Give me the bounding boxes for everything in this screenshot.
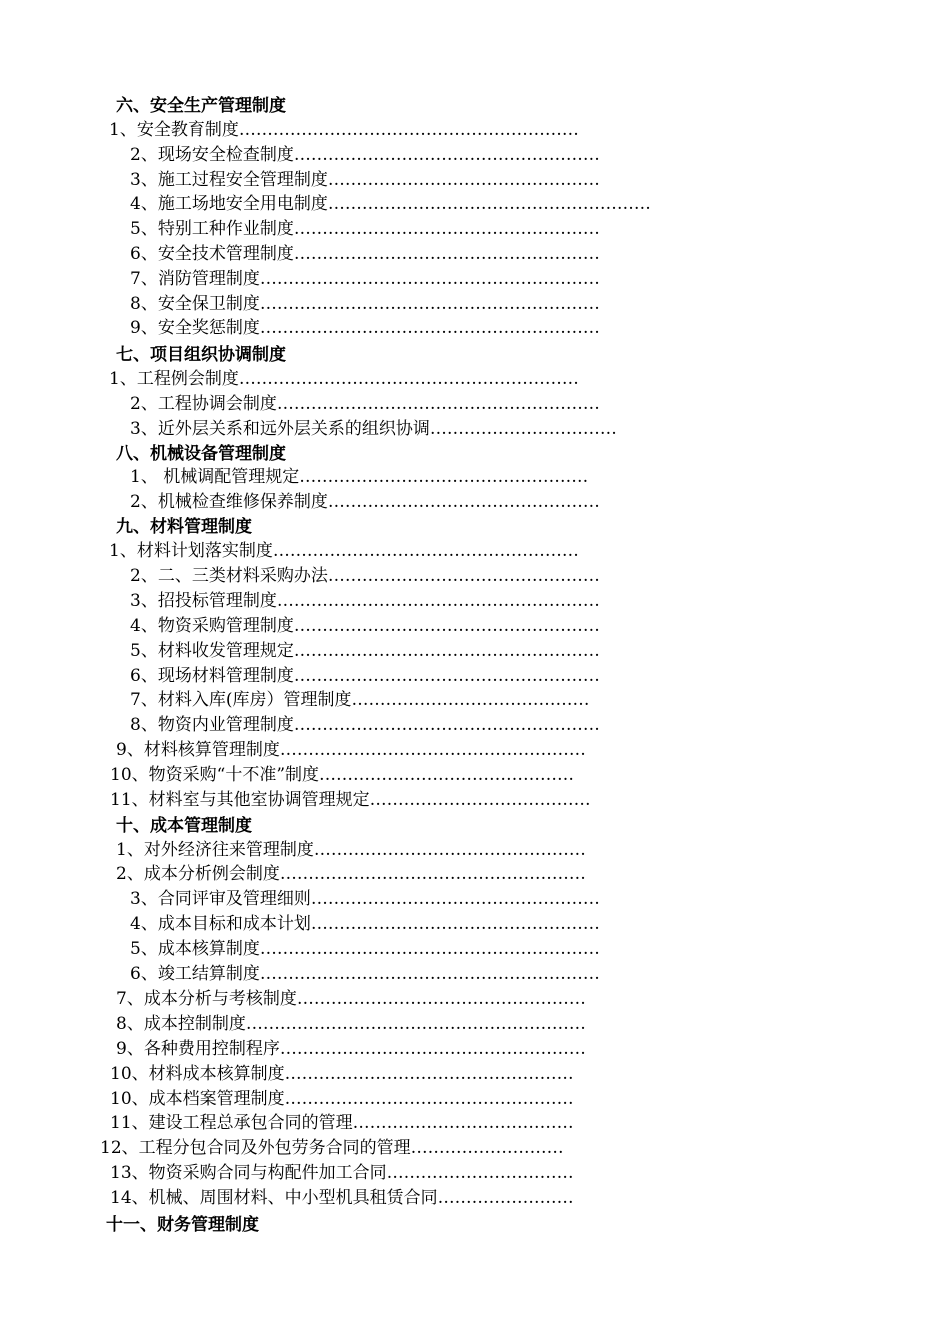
toc-entry: 8、物资内业管理制度……………………………………………… [130,715,600,735]
toc-entry: 7、消防管理制度…………………………………………………… [130,269,600,289]
toc-entry: 11、材料室与其他室协调管理规定………………………………… [110,790,591,810]
toc-entry: 3、近外层关系和远外层关系的组织协调…………………………… [130,419,617,439]
toc-entry: 1、材料计划落实制度……………………………………………… [109,541,579,561]
section-heading: 六、安全生产管理制度 [116,96,286,116]
toc-entry: 8、成本控制制度…………………………………………………… [116,1014,586,1034]
toc-entry: 13、物资采购合同与构配件加工合同…………………………… [110,1163,574,1183]
section-heading: 十、成本管理制度 [116,816,252,836]
toc-entry: 8、安全保卫制度…………………………………………………… [130,294,600,314]
toc-entry: 5、材料收发管理规定……………………………………………… [130,641,600,661]
toc-entry: 9、安全奖惩制度…………………………………………………… [130,318,600,338]
toc-entry: 3、招投标管理制度………………………………………………… [130,591,600,611]
toc-entry: 1、对外经济往来管理制度………………………………………… [116,840,586,860]
toc-entry: 2、工程协调会制度………………………………………………… [130,394,600,414]
section-heading: 九、材料管理制度 [116,517,252,537]
toc-entry: 2、成本分析例会制度……………………………………………… [116,864,586,884]
toc-entry: 10、物资采购“十不准”制度……………………………………… [110,765,575,785]
toc-entry: 2、机械检查维修保养制度………………………………………… [130,492,600,512]
toc-entry: 2、现场安全检查制度……………………………………………… [130,145,600,165]
toc-entry: 6、竣工结算制度…………………………………………………… [130,964,600,984]
toc-entry: 5、特别工种作业制度……………………………………………… [130,219,600,239]
toc-entry: 14、机械、周围材料、中小型机具租赁合同…………………… [110,1188,574,1208]
toc-entry: 2、二、三类材料采购办法………………………………………… [130,566,600,586]
toc-entry: 7、材料入库(库房）管理制度…………………………………… [130,690,590,710]
toc-entry: 1、 机械调配管理规定…………………………………………… [130,467,589,487]
toc-entry: 10、成本档案管理制度…………………………………………… [110,1089,574,1109]
toc-entry: 9、材料核算管理制度……………………………………………… [116,740,586,760]
toc-entry: 4、物资采购管理制度……………………………………………… [130,616,600,636]
section-heading: 八、机械设备管理制度 [116,444,286,464]
toc-entry: 6、现场材料管理制度……………………………………………… [130,666,600,686]
toc-entry: 10、材料成本核算制度…………………………………………… [110,1064,574,1084]
section-heading: 七、项目组织协调制度 [116,345,286,365]
toc-entry: 11、建设工程总承包合同的管理………………………………… [110,1113,574,1133]
toc-entry: 12、工程分包合同及外包劳务合同的管理……………………… [100,1138,564,1158]
toc-entry: 9、各种费用控制程序……………………………………………… [116,1039,586,1059]
toc-entry: 7、成本分析与考核制度…………………………………………… [116,989,586,1009]
toc-entry: 3、合同评审及管理细则…………………………………………… [130,889,600,909]
toc-entry: 4、施工场地安全用电制度………………………………………………… [130,194,651,214]
toc-entry: 3、施工过程安全管理制度………………………………………… [130,170,600,190]
toc-entry: 1、工程例会制度…………………………………………………… [109,369,579,389]
toc-entry: 5、成本核算制度…………………………………………………… [130,939,600,959]
toc-entry: 4、成本目标和成本计划…………………………………………… [130,914,600,934]
toc-entry: 1、安全教育制度…………………………………………………… [109,120,579,140]
toc-entry: 6、安全技术管理制度……………………………………………… [130,244,600,264]
section-heading: 十一、财务管理制度 [106,1215,259,1235]
